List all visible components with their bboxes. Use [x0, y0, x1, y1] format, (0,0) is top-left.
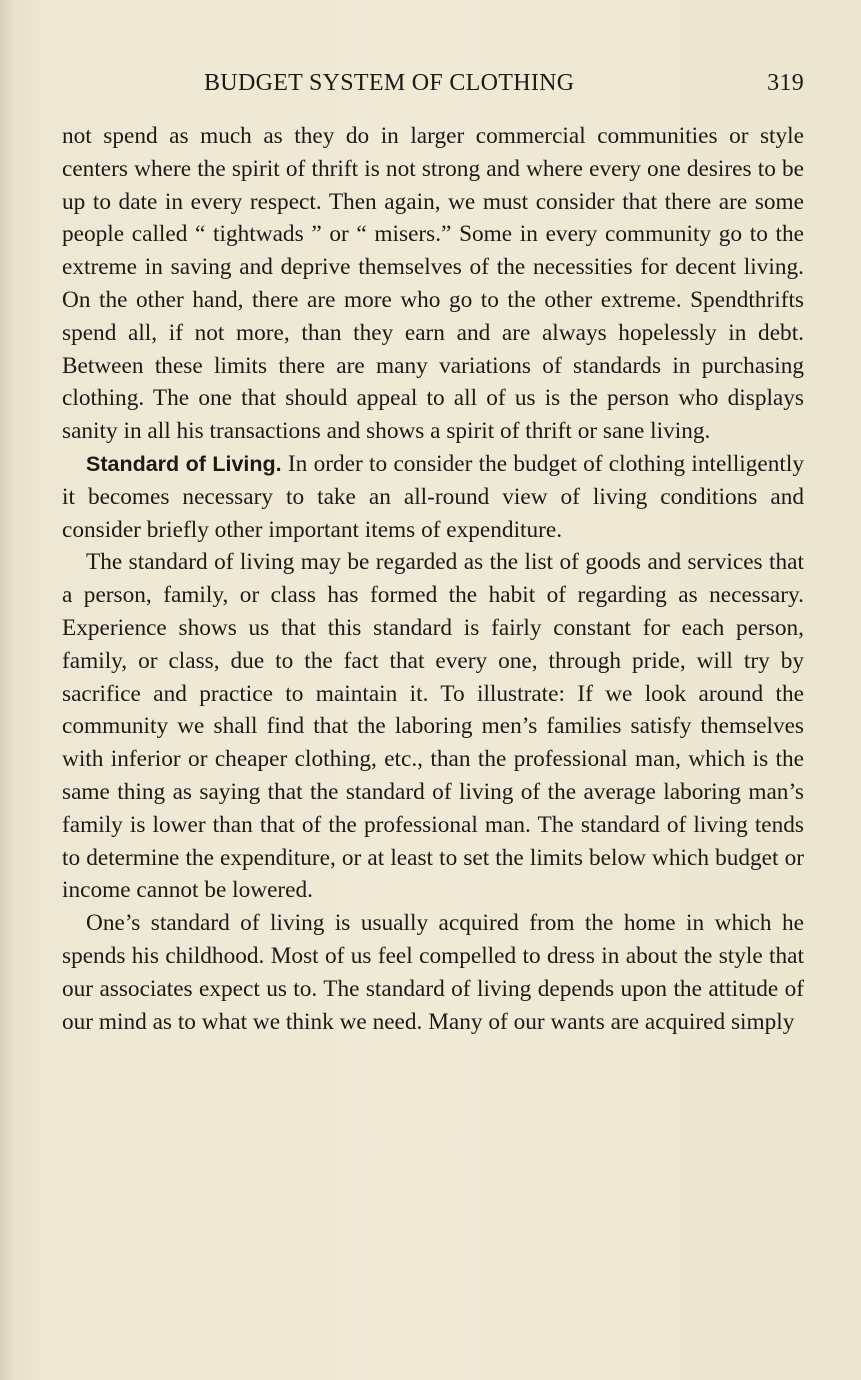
paragraph-acquired-standard: [62, 907, 804, 1038]
body-text: [62, 120, 804, 1038]
paragraph-definition: [62, 546, 804, 907]
page-header: [62, 70, 804, 106]
page-number: 319: [767, 70, 804, 96]
section-heading: Standard of Living.: [86, 451, 282, 476]
paragraph-text: not spend as much as they do in larger commercial communities or style centers where the spirit of thrift is not strong and where every one desires to be up to date in every respect. Then again, we must consider that there are some people called “ tightwads ” or “ misers.” Some in every community go to the extreme in saving and deprive themselves of the necessities for decent living. On the other hand, there are more who go to the other extreme. Spendthrifts spend all, if not more, than they earn and are always hopelessly in debt. Between these limits there are many variations of standards in purchasing clothing. The one that should appeal to all of us is the person who displays sanity in all his transactions and shows a spirit of thrift or sane living.: [62, 123, 804, 445]
running-head: BUDGET SYSTEM OF CLOTHING: [204, 70, 575, 96]
paragraph-text: The standard of living may be regarded as the list of goods and services that a person, family, or class has formed the habit of regarding as necessary. Experience shows us that this standard is fairly constant for each person, family, or class, due to the fact that every one, through pride, will try by sacrifice and practice to maintain it. To illustrate: If we look around the community we shall find that the laboring men’s families satisfy themselves with inferior or cheaper clothing, etc., than the professional man, which is the same thing as saying that the standard of living of the average laboring man’s family is lower than that of the professional man. The standard of living tends to determine the expenditure, or at least to set the limits below which budget or income cannot be lowered.: [62, 549, 804, 904]
paragraph-text: One’s standard of living is usually acquired from the home in which he spends his childhood. Most of us feel compelled to dress in about the style that our associates expect us to. The standard of living depends upon the attitude of our mind as to what we think we need. Many of our wants are acquired simply: [62, 910, 804, 1035]
paragraph-text: In order to consider the budget of clothing intelligently it becomes necessary to take an all-round view of living conditions and consider briefly other important items of expenditure.: [62, 450, 804, 543]
paragraph-continuation: [62, 120, 804, 448]
paragraph-standard-of-living: [62, 448, 804, 546]
